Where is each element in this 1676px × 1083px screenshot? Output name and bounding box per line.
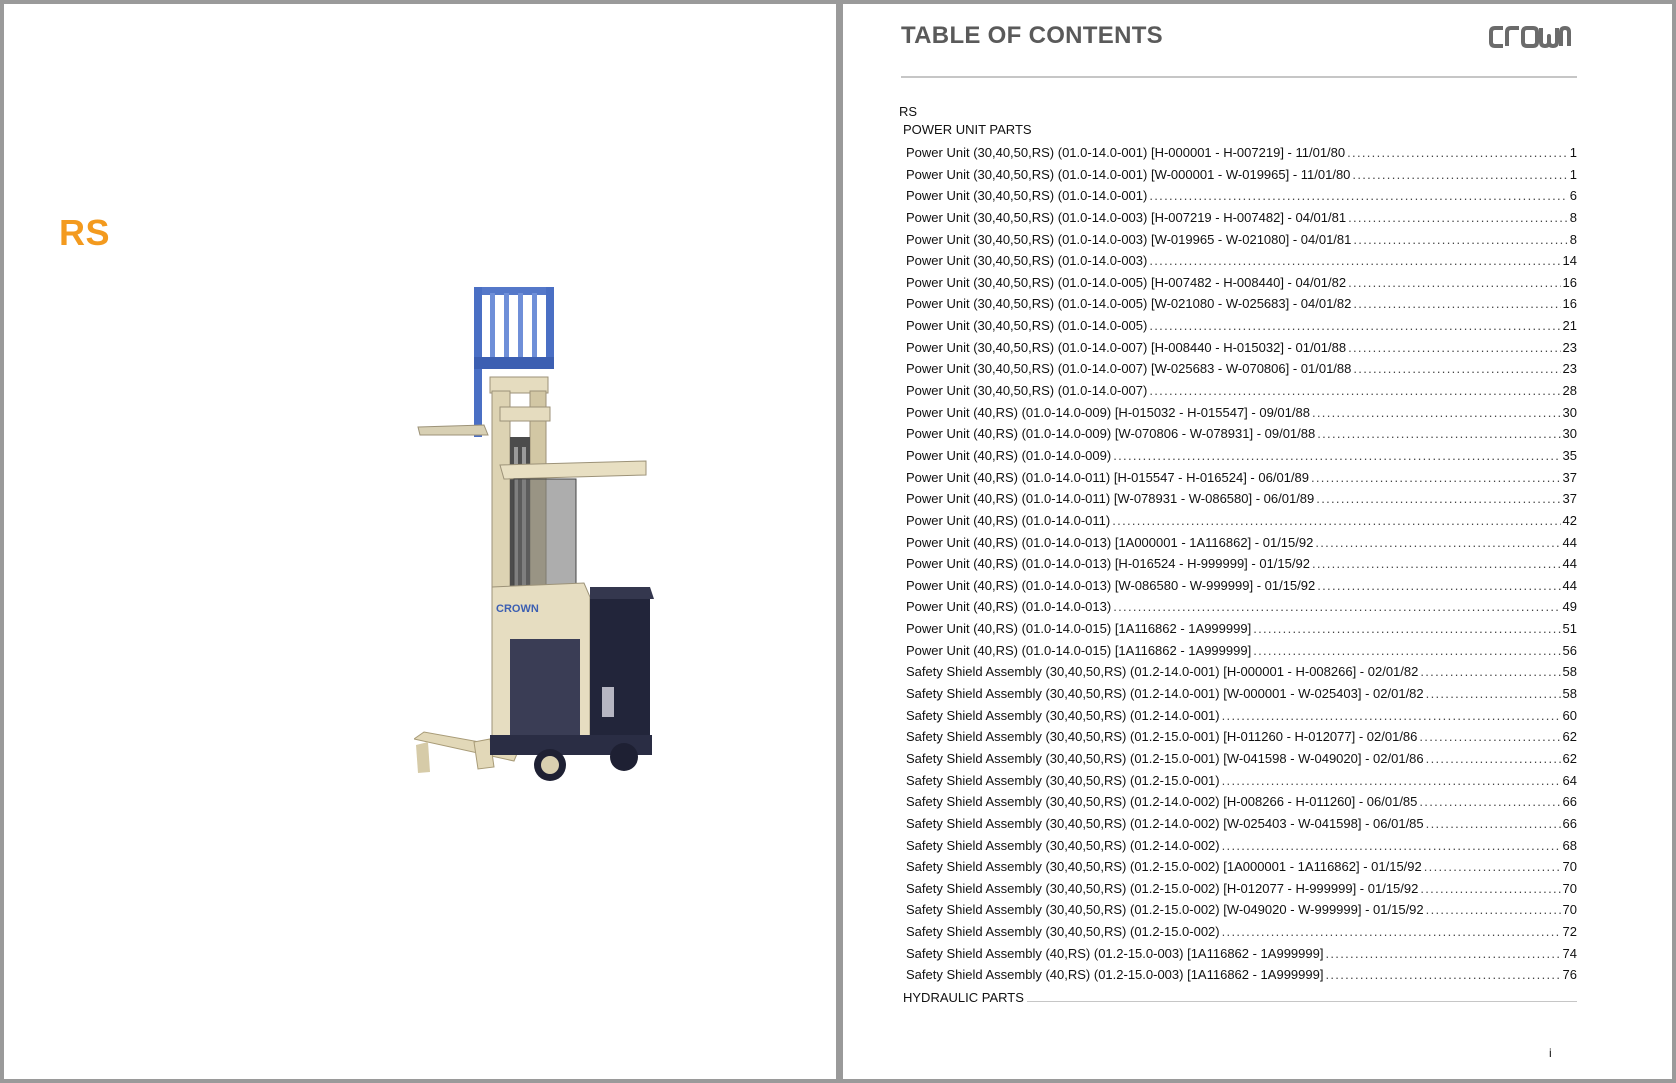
toc-entry[interactable] xyxy=(906,361,1577,383)
toc-entry-title: Safety Shield Assembly (30,40,50,RS) (01.2-14.0-001) [H-000001 - H-008266] - 02/01/82 xyxy=(906,664,1419,680)
dot-leader xyxy=(1419,729,1560,744)
toc-entry-page: 1 xyxy=(1569,145,1577,160)
toc-entry-title: Safety Shield Assembly (30,40,50,RS) (01.2-15.0-002) [1A000001 - 1A116862] - 01/15/92 xyxy=(906,859,1422,875)
toc-entry[interactable] xyxy=(906,188,1577,210)
toc-entry-title: Power Unit (30,40,50,RS) (01.0-14.0-001) xyxy=(906,188,1148,204)
toc-entry[interactable] xyxy=(906,232,1577,254)
dot-leader xyxy=(1325,946,1560,961)
toc-entry[interactable] xyxy=(906,145,1577,167)
toc-entry-page: 58 xyxy=(1562,664,1577,680)
dot-leader xyxy=(1312,556,1561,571)
toc-entry-page: 30 xyxy=(1562,426,1577,442)
toc-entry-title: Power Unit (30,40,50,RS) (01.0-14.0-003) [W-019965 - W-021080] - 04/01/81 xyxy=(906,231,1352,247)
dot-leader xyxy=(1426,816,1561,831)
toc-entry-title: Safety Shield Assembly (30,40,50,RS) (01.2-15.0-001) [W-041598 - W-049020] - 02/01/86 xyxy=(906,750,1424,766)
toc-entry-title: Power Unit (40,RS) (01.0-14.0-013) xyxy=(906,599,1112,615)
toc-entry-page: 44 xyxy=(1562,534,1577,550)
toc-entry-title: Power Unit (40,RS) (01.0-14.0-009) [H-015032 - H-015547] - 09/01/88 xyxy=(906,404,1310,420)
toc-entry-title: Power Unit (30,40,50,RS) (01.0-14.0-005) [W-021080 - W-025683] - 04/01/82 xyxy=(906,296,1352,312)
toc-entry[interactable] xyxy=(906,448,1577,470)
toc-entry[interactable] xyxy=(906,383,1577,405)
toc-entry[interactable] xyxy=(906,794,1577,816)
toc-entry[interactable] xyxy=(906,470,1577,492)
toc-entry[interactable] xyxy=(906,924,1577,946)
dot-leader xyxy=(1348,275,1560,290)
toc-entry-page: 58 xyxy=(1562,686,1577,702)
toc-entry[interactable] xyxy=(906,210,1577,232)
dot-leader xyxy=(1222,708,1561,723)
dot-leader xyxy=(1222,838,1561,853)
dot-leader xyxy=(1348,210,1568,225)
model-title: RS xyxy=(59,212,111,253)
toc-entry-title: Power Unit (30,40,50,RS) (01.0-14.0-003) xyxy=(906,253,1148,269)
toc-entry-page: 28 xyxy=(1562,383,1577,399)
toc-entry-title: Safety Shield Assembly (30,40,50,RS) (01.2-14.0-001) [W-000001 - W-025403] - 02/01/82 xyxy=(906,686,1424,702)
dot-leader xyxy=(1316,491,1560,506)
dot-leader xyxy=(1353,232,1567,247)
dot-leader xyxy=(1113,448,1560,463)
dot-leader xyxy=(1353,296,1560,311)
toc-entry-page: 35 xyxy=(1562,447,1577,463)
toc-entry[interactable] xyxy=(906,318,1577,340)
toc-entry-page: 56 xyxy=(1562,642,1577,658)
forklift-truck-image xyxy=(414,287,704,847)
toc-entry-title: Power Unit (40,RS) (01.0-14.0-013) [1A000001 - 1A116862] - 01/15/92 xyxy=(906,534,1314,550)
toc-entry-title: Safety Shield Assembly (30,40,50,RS) (01.2-15.0-001) xyxy=(906,772,1220,788)
toc-entry[interactable] xyxy=(906,556,1577,578)
dot-leader xyxy=(1420,881,1560,896)
dot-leader xyxy=(1315,535,1560,550)
dot-leader xyxy=(1426,686,1561,701)
toc-entry[interactable] xyxy=(906,296,1577,318)
toc-entry-title: Safety Shield Assembly (30,40,50,RS) (01.2-15.0-002) [W-049020 - W-999999] - 01/15/92 xyxy=(906,902,1424,918)
toc-entry-title: Power Unit (30,40,50,RS) (01.0-14.0-001) [H-000001 - H-007219] - 11/01/80 xyxy=(906,145,1346,160)
toc-entry-title: Power Unit (30,40,50,RS) (01.0-14.0-007) [W-025683 - W-070806] - 01/01/88 xyxy=(906,361,1352,377)
dot-leader xyxy=(1149,253,1560,268)
toc-entry-list xyxy=(906,145,1577,989)
toc-entry-page: 6 xyxy=(1569,188,1577,204)
dot-leader xyxy=(1348,340,1560,355)
toc-entry[interactable] xyxy=(906,167,1577,189)
toc-entry-page: 1 xyxy=(1569,166,1577,182)
toc-entry-title: Safety Shield Assembly (30,40,50,RS) (01.2-14.0-001) xyxy=(906,707,1220,723)
toc-entry-title: Power Unit (40,RS) (01.0-14.0-009) [W-070806 - W-078931] - 09/01/88 xyxy=(906,426,1316,442)
toc-entry-title: Power Unit (40,RS) (01.0-14.0-011) [H-015547 - H-016524] - 06/01/89 xyxy=(906,469,1309,485)
toc-entry-page: 8 xyxy=(1569,209,1577,225)
toc-entry[interactable] xyxy=(906,838,1577,860)
toc-entry-title: Power Unit (40,RS) (01.0-14.0-013) [H-016524 - H-999999] - 01/15/92 xyxy=(906,556,1310,572)
toc-entry-page: 68 xyxy=(1562,837,1577,853)
toc-entry-page: 72 xyxy=(1562,924,1577,940)
toc-entry-page: 70 xyxy=(1562,880,1577,896)
toc-section-hydraulic[interactable]: HYDRAULIC PARTS xyxy=(903,990,1027,1005)
toc-entry-title: Safety Shield Assembly (40,RS) (01.2-15.0-003) [1A116862 - 1A999999] xyxy=(906,967,1324,983)
toc-entry-title: Power Unit (30,40,50,RS) (01.0-14.0-001) [W-000001 - W-019965] - 11/01/80 xyxy=(906,166,1351,182)
toc-entry[interactable] xyxy=(906,751,1577,773)
toc-entry[interactable] xyxy=(906,946,1577,968)
toc-entry-page: 66 xyxy=(1562,794,1577,810)
toc-entry-page: 64 xyxy=(1562,772,1577,788)
toc-entry-title: Safety Shield Assembly (30,40,50,RS) (01.2-14.0-002) [H-008266 - H-011260] - 06/01/85 xyxy=(906,794,1418,810)
toc-entry[interactable] xyxy=(906,686,1577,708)
dot-leader xyxy=(1149,188,1567,203)
toc-entry-title: Power Unit (40,RS) (01.0-14.0-015) [1A116862 - 1A999999] xyxy=(906,642,1252,658)
toc-entry-page: 42 xyxy=(1562,512,1577,528)
crown-logo xyxy=(1489,24,1571,50)
toc-entry-page: 51 xyxy=(1562,621,1577,637)
left-page xyxy=(4,4,836,1079)
dot-leader xyxy=(1419,794,1560,809)
dot-leader xyxy=(1353,361,1560,376)
toc-entry-page: 66 xyxy=(1562,815,1577,831)
toc-entry[interactable] xyxy=(906,491,1577,513)
toc-entry[interactable] xyxy=(906,902,1577,924)
toc-entry-page: 21 xyxy=(1562,318,1577,334)
dot-leader xyxy=(1149,383,1560,398)
toc-entry-page: 14 xyxy=(1562,253,1577,269)
dot-leader xyxy=(1113,599,1560,614)
toc-entry[interactable] xyxy=(906,664,1577,686)
toc-entry-page: 70 xyxy=(1562,902,1577,918)
toc-entry-title: Power Unit (40,RS) (01.0-14.0-011) xyxy=(906,512,1111,528)
right-page xyxy=(843,4,1672,1079)
toc-entry-page: 70 xyxy=(1562,859,1577,875)
dot-leader xyxy=(1222,773,1561,788)
toc-entry-page: 8 xyxy=(1569,231,1577,247)
toc-entry-title: Safety Shield Assembly (30,40,50,RS) (01.2-15.0-002) xyxy=(906,924,1220,940)
toc-entry-page: 49 xyxy=(1562,599,1577,615)
toc-entry[interactable] xyxy=(906,405,1577,427)
toc-entry-title: Power Unit (40,RS) (01.0-14.0-011) [W-078931 - W-086580] - 06/01/89 xyxy=(906,491,1315,507)
toc-entry-page: 44 xyxy=(1562,577,1577,593)
toc-entry-title: Power Unit (30,40,50,RS) (01.0-14.0-005) xyxy=(906,318,1148,334)
dot-leader xyxy=(1317,578,1560,593)
svg-text:CROWN: CROWN xyxy=(496,603,539,615)
toc-section-power-unit[interactable]: POWER UNIT PARTS xyxy=(903,122,1032,137)
toc-entry-page: 74 xyxy=(1562,945,1577,961)
toc-entry[interactable] xyxy=(906,773,1577,795)
toc-entry[interactable] xyxy=(906,729,1577,751)
dot-leader xyxy=(1424,859,1561,874)
toc-entry-page: 76 xyxy=(1562,967,1577,983)
toc-entry-title: Power Unit (30,40,50,RS) (01.0-14.0-007) [H-008440 - H-015032] - 01/01/88 xyxy=(906,339,1347,355)
toc-entry-page: 60 xyxy=(1562,707,1577,723)
toc-entry[interactable] xyxy=(906,253,1577,275)
toc-entry[interactable] xyxy=(906,967,1577,989)
toc-root-label: RS xyxy=(899,104,918,119)
toc-entry[interactable] xyxy=(906,708,1577,730)
dot-leader xyxy=(1325,967,1560,982)
toc-entry[interactable] xyxy=(906,599,1577,621)
dot-leader xyxy=(1112,513,1560,528)
toc-entry[interactable] xyxy=(906,881,1577,903)
toc-entry-title: Power Unit (30,40,50,RS) (01.0-14.0-007) xyxy=(906,383,1148,399)
dot-leader xyxy=(1426,751,1561,766)
toc-entry-title: Power Unit (40,RS) (01.0-14.0-013) [W-086580 - W-999999] - 01/15/92 xyxy=(906,577,1316,593)
toc-entry[interactable] xyxy=(906,859,1577,881)
toc-entry[interactable] xyxy=(906,643,1577,665)
toc-entry[interactable] xyxy=(906,535,1577,557)
dot-leader xyxy=(1420,664,1560,679)
dot-leader xyxy=(1253,621,1560,636)
toc-entry-title: Power Unit (30,40,50,RS) (01.0-14.0-005) [H-007482 - H-008440] - 04/01/82 xyxy=(906,274,1347,290)
toc-entry-page: 37 xyxy=(1562,491,1577,507)
toc-entry-page: 16 xyxy=(1562,296,1577,312)
toc-entry-page: 23 xyxy=(1562,339,1577,355)
toc-entry-page: 62 xyxy=(1562,750,1577,766)
toc-entry-page: 23 xyxy=(1562,361,1577,377)
toc-entry[interactable] xyxy=(906,621,1577,643)
dot-leader xyxy=(1311,470,1561,485)
toc-entry[interactable] xyxy=(906,816,1577,838)
dot-leader xyxy=(1426,902,1561,917)
toc-entry-title: Safety Shield Assembly (30,40,50,RS) (01.2-14.0-002) [W-025403 - W-041598] - 06/01/85 xyxy=(906,815,1424,831)
toc-entry-page: 30 xyxy=(1562,404,1577,420)
dot-leader xyxy=(1347,145,1568,160)
toc-heading: TABLE OF CONTENTS xyxy=(901,22,1163,49)
toc-entry-title: Safety Shield Assembly (30,40,50,RS) (01.2-15.0-002) [H-012077 - H-999999] - 01/15/92 xyxy=(906,880,1419,896)
toc-entry[interactable] xyxy=(906,340,1577,362)
toc-entry-page: 62 xyxy=(1562,729,1577,745)
dot-leader xyxy=(1149,318,1560,333)
toc-entry[interactable] xyxy=(906,275,1577,297)
dot-leader xyxy=(1352,167,1567,182)
page-number: i xyxy=(1549,1046,1552,1060)
toc-entry-page: 37 xyxy=(1562,469,1577,485)
dot-leader xyxy=(1253,643,1560,658)
toc-entry-title: Safety Shield Assembly (30,40,50,RS) (01.2-14.0-002) xyxy=(906,837,1220,853)
dot-leader xyxy=(1222,924,1561,939)
toc-entry[interactable] xyxy=(906,513,1577,535)
toc-entry-title: Safety Shield Assembly (30,40,50,RS) (01.2-15.0-001) [H-011260 - H-012077] - 02/01/86 xyxy=(906,729,1418,745)
toc-entry-page: 16 xyxy=(1562,274,1577,290)
toc-entry-title: Safety Shield Assembly (40,RS) (01.2-15.0-003) [1A116862 - 1A999999] xyxy=(906,945,1324,961)
toc-entry[interactable] xyxy=(906,578,1577,600)
toc-entry-title: Power Unit (40,RS) (01.0-14.0-009) xyxy=(906,447,1112,463)
toc-entry[interactable] xyxy=(906,426,1577,448)
toc-entry-title: Power Unit (30,40,50,RS) (01.0-14.0-003) [H-007219 - H-007482] - 04/01/81 xyxy=(906,209,1347,225)
dot-leader xyxy=(1312,405,1561,420)
header-rule xyxy=(901,76,1577,78)
dot-leader xyxy=(1317,426,1560,441)
toc-entry-page: 44 xyxy=(1562,556,1577,572)
toc-entry-title: Power Unit (40,RS) (01.0-14.0-015) [1A116862 - 1A999999] xyxy=(906,621,1252,637)
